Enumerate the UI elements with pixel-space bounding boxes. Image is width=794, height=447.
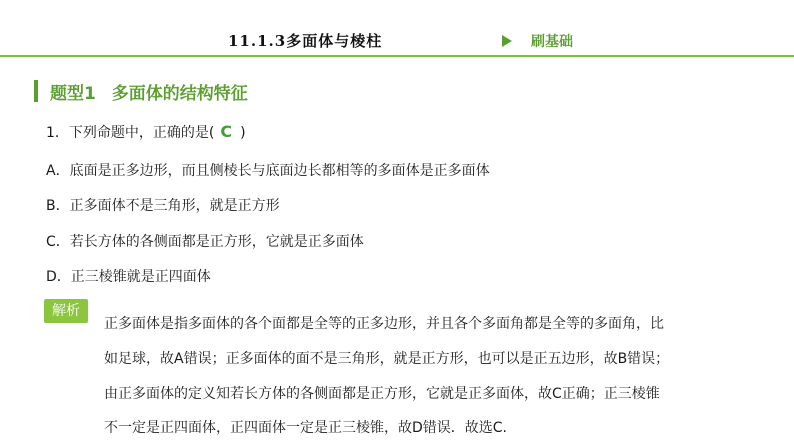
header — [0, 0, 794, 60]
section-title: 题型1 多面体的结构特征 — [50, 83, 248, 104]
question-stem — [46, 122, 246, 142]
lesson-subtitle: 刷基础 — [531, 34, 573, 50]
option-a: A．底面是正多边形，而且侧棱长与底面边长都相等的多面体是正多面体 — [46, 163, 490, 179]
section-heading — [34, 78, 248, 104]
analysis-badge: 解析 — [44, 299, 88, 323]
analysis-line: 正多面体是指多面体的各个面都是全等的正多边形，并且各个多面角都是全等的多面角，比 — [104, 316, 664, 332]
header-divider — [0, 55, 794, 57]
analysis-line: 如足球，故A错误；正多面体的面不是三角形，就是正方形，也可以是正五边形，故B错误； — [104, 351, 670, 367]
question-stem-close: ) — [240, 125, 246, 141]
analysis-line: 不一定是正四面体，正四面体一定是正三棱锥，故D错误．故选C. — [104, 420, 508, 436]
question-stem-text: 1．下列命题中，正确的是( — [46, 125, 215, 141]
option-c: C．若长方体的各侧面都是正方形，它就是正多面体 — [46, 234, 364, 250]
option-d: D．正三棱锥就是正四面体 — [46, 269, 211, 285]
answer-choice: C — [220, 122, 233, 141]
play-triangle-icon — [502, 35, 512, 47]
section-accent-bar — [34, 80, 38, 102]
option-b: B．正多面体不是三角形，就是正方形 — [46, 198, 280, 214]
lesson-title: 11.1.3多面体与棱柱 — [228, 32, 383, 50]
analysis-line: 由正多面体的定义知若长方体的各侧面都是正方形，它就是正多面体，故C正确；正三棱锥 — [104, 386, 660, 402]
